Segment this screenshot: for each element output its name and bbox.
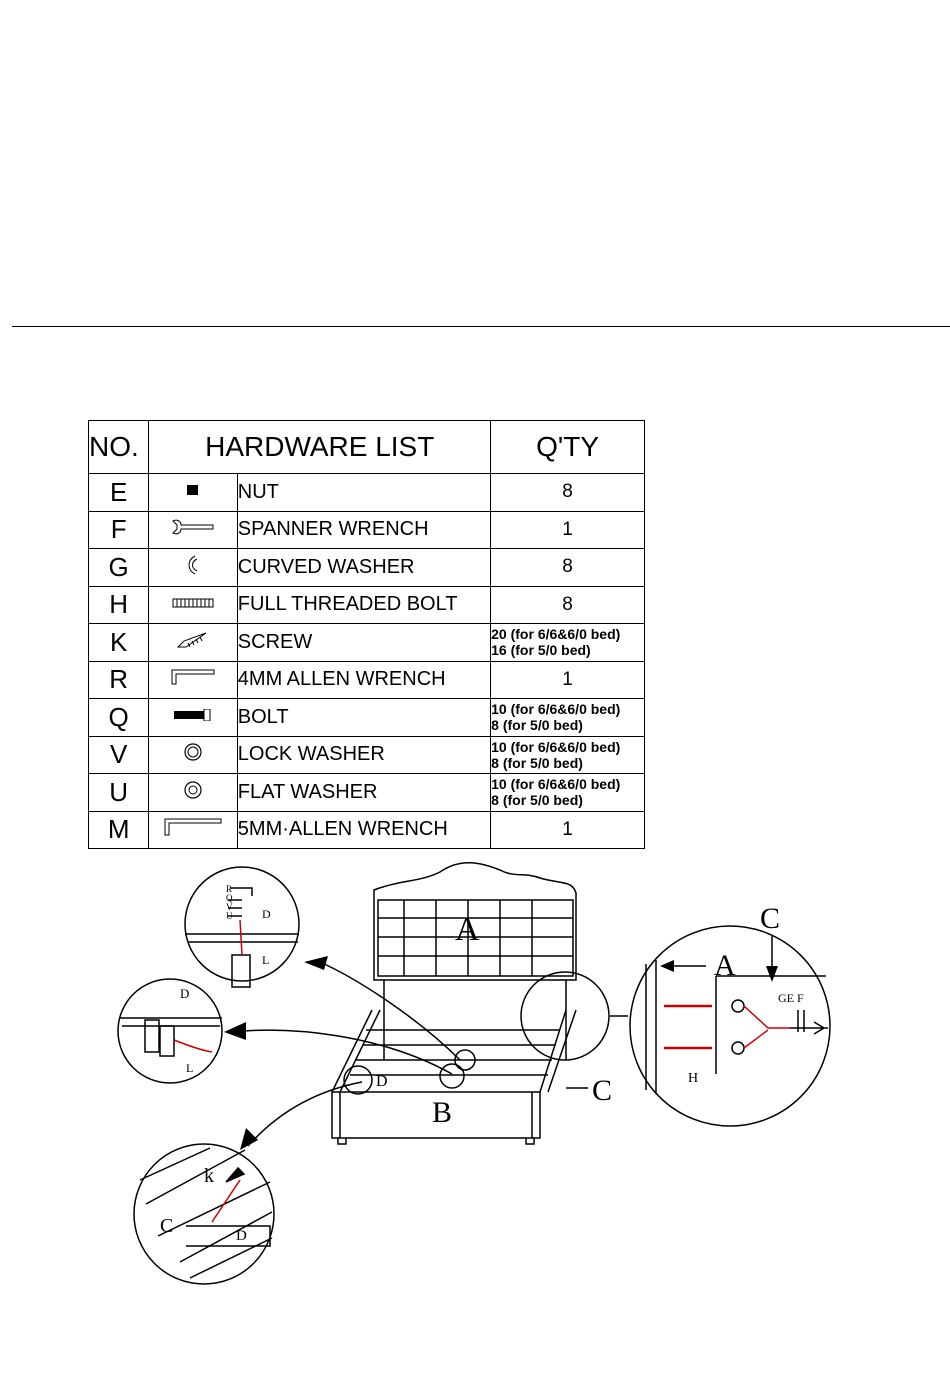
table-header-row bbox=[89, 421, 645, 474]
horizontal-divider bbox=[12, 326, 950, 327]
label-bracket-l-top: L bbox=[262, 953, 270, 967]
label-callout-a: A bbox=[714, 949, 736, 982]
item-no: G bbox=[89, 549, 149, 587]
arrow-mid bbox=[232, 1030, 452, 1074]
item-qty bbox=[491, 699, 645, 737]
item-no: V bbox=[89, 736, 149, 774]
item-qty-line: 8 (for 5/0 bed) bbox=[491, 754, 583, 771]
header-hardware-list: HARDWARE LIST bbox=[149, 421, 491, 474]
curved-washer-icon bbox=[149, 549, 237, 587]
allen-wrench-5mm-icon bbox=[149, 811, 237, 849]
full-threaded-bolt-icon bbox=[149, 586, 237, 624]
item-no: Q bbox=[89, 699, 149, 737]
label-bolt-h: H bbox=[688, 1071, 699, 1086]
table-row bbox=[89, 699, 645, 737]
item-qty: 8 bbox=[491, 549, 645, 587]
item-name: BOLT bbox=[237, 699, 490, 737]
item-qty: 8 bbox=[491, 474, 645, 512]
item-qty bbox=[491, 736, 645, 774]
bed-frame-drawing bbox=[332, 1010, 576, 1144]
item-name: SPANNER WRENCH bbox=[237, 511, 490, 549]
table-row bbox=[89, 774, 645, 812]
table-row bbox=[89, 586, 645, 624]
callout-top-left bbox=[185, 867, 299, 987]
label-stack-u: U bbox=[226, 911, 233, 921]
label-gef: GE F bbox=[778, 991, 804, 1005]
item-qty-line: 20 (for 6/6&6/0 bed) bbox=[491, 626, 621, 643]
table-row bbox=[89, 474, 645, 512]
label-detail-d-top: D bbox=[262, 907, 271, 921]
lock-washer-icon bbox=[149, 736, 237, 774]
item-qty-line: 8 (for 5/0 bed) bbox=[491, 717, 583, 734]
item-no: M bbox=[89, 811, 149, 849]
item-name: 4MM ALLEN WRENCH bbox=[237, 661, 490, 699]
item-qty bbox=[491, 624, 645, 662]
item-qty: 8 bbox=[491, 586, 645, 624]
table-row bbox=[89, 736, 645, 774]
header-no: NO. bbox=[89, 421, 149, 474]
table-row bbox=[89, 549, 645, 587]
item-qty-line: 10 (for 6/6&6/0 bed) bbox=[491, 701, 621, 718]
item-qty: 1 bbox=[491, 811, 645, 849]
item-name: SCREW bbox=[237, 624, 490, 662]
item-qty-line: 8 (for 5/0 bed) bbox=[491, 792, 583, 809]
item-qty-line: 10 (for 6/6&6/0 bed) bbox=[491, 738, 621, 755]
item-no: U bbox=[89, 774, 149, 812]
bolt-icon bbox=[149, 699, 237, 737]
table-row bbox=[89, 624, 645, 662]
label-callout-c: C bbox=[760, 902, 781, 935]
item-qty bbox=[491, 774, 645, 812]
header-qty: Q'TY bbox=[491, 421, 645, 474]
item-qty: 1 bbox=[491, 511, 645, 549]
item-qty: 1 bbox=[491, 661, 645, 699]
item-name: NUT bbox=[237, 474, 490, 512]
item-qty-line: 10 (for 6/6&6/0 bed) bbox=[491, 776, 621, 793]
table-row bbox=[89, 661, 645, 699]
arrowhead-top bbox=[304, 956, 328, 970]
label-detail-c-bottom: C bbox=[160, 1215, 174, 1237]
item-no: E bbox=[89, 474, 149, 512]
label-stack-r: R bbox=[226, 884, 233, 894]
label-detail-d-mid: D bbox=[180, 986, 190, 1001]
item-no: K bbox=[89, 624, 149, 662]
item-name: 5MM·ALLEN WRENCH bbox=[237, 811, 490, 849]
table-row bbox=[89, 811, 645, 849]
allen-wrench-4mm-icon bbox=[149, 661, 237, 699]
label-detail-d-bottom: D bbox=[236, 1228, 247, 1244]
item-name: FLAT WASHER bbox=[237, 774, 490, 812]
assembly-diagram bbox=[0, 855, 950, 1295]
item-no: H bbox=[89, 586, 149, 624]
label-stack-v: V bbox=[226, 902, 233, 912]
callout-mid-left bbox=[118, 979, 222, 1083]
label-headboard-a: A bbox=[455, 911, 480, 948]
item-name: LOCK WASHER bbox=[237, 736, 490, 774]
arrowhead-mid bbox=[224, 1022, 246, 1040]
table-row bbox=[89, 511, 645, 549]
arrowhead-bottom bbox=[240, 1128, 258, 1150]
label-screw-k: k bbox=[204, 1165, 214, 1187]
item-name: FULL THREADED BOLT bbox=[237, 586, 490, 624]
label-side-rail-c: C bbox=[592, 1074, 613, 1107]
label-stack-q: Q bbox=[226, 893, 233, 903]
spanner-wrench-icon bbox=[149, 511, 237, 549]
item-name: CURVED WASHER bbox=[237, 549, 490, 587]
nut-icon bbox=[149, 474, 237, 512]
hardware-list-table bbox=[88, 420, 645, 849]
screw-icon bbox=[149, 624, 237, 662]
item-no: R bbox=[89, 661, 149, 699]
arrowhead-a bbox=[660, 960, 674, 972]
arrowhead-c bbox=[766, 966, 778, 982]
item-qty-line: 16 (for 5/0 bed) bbox=[491, 642, 591, 659]
label-slat-d: D bbox=[376, 1073, 388, 1090]
item-no: F bbox=[89, 511, 149, 549]
label-bracket-l-mid: L bbox=[186, 1061, 194, 1075]
label-footboard-b: B bbox=[432, 1096, 453, 1129]
flat-washer-icon bbox=[149, 774, 237, 812]
